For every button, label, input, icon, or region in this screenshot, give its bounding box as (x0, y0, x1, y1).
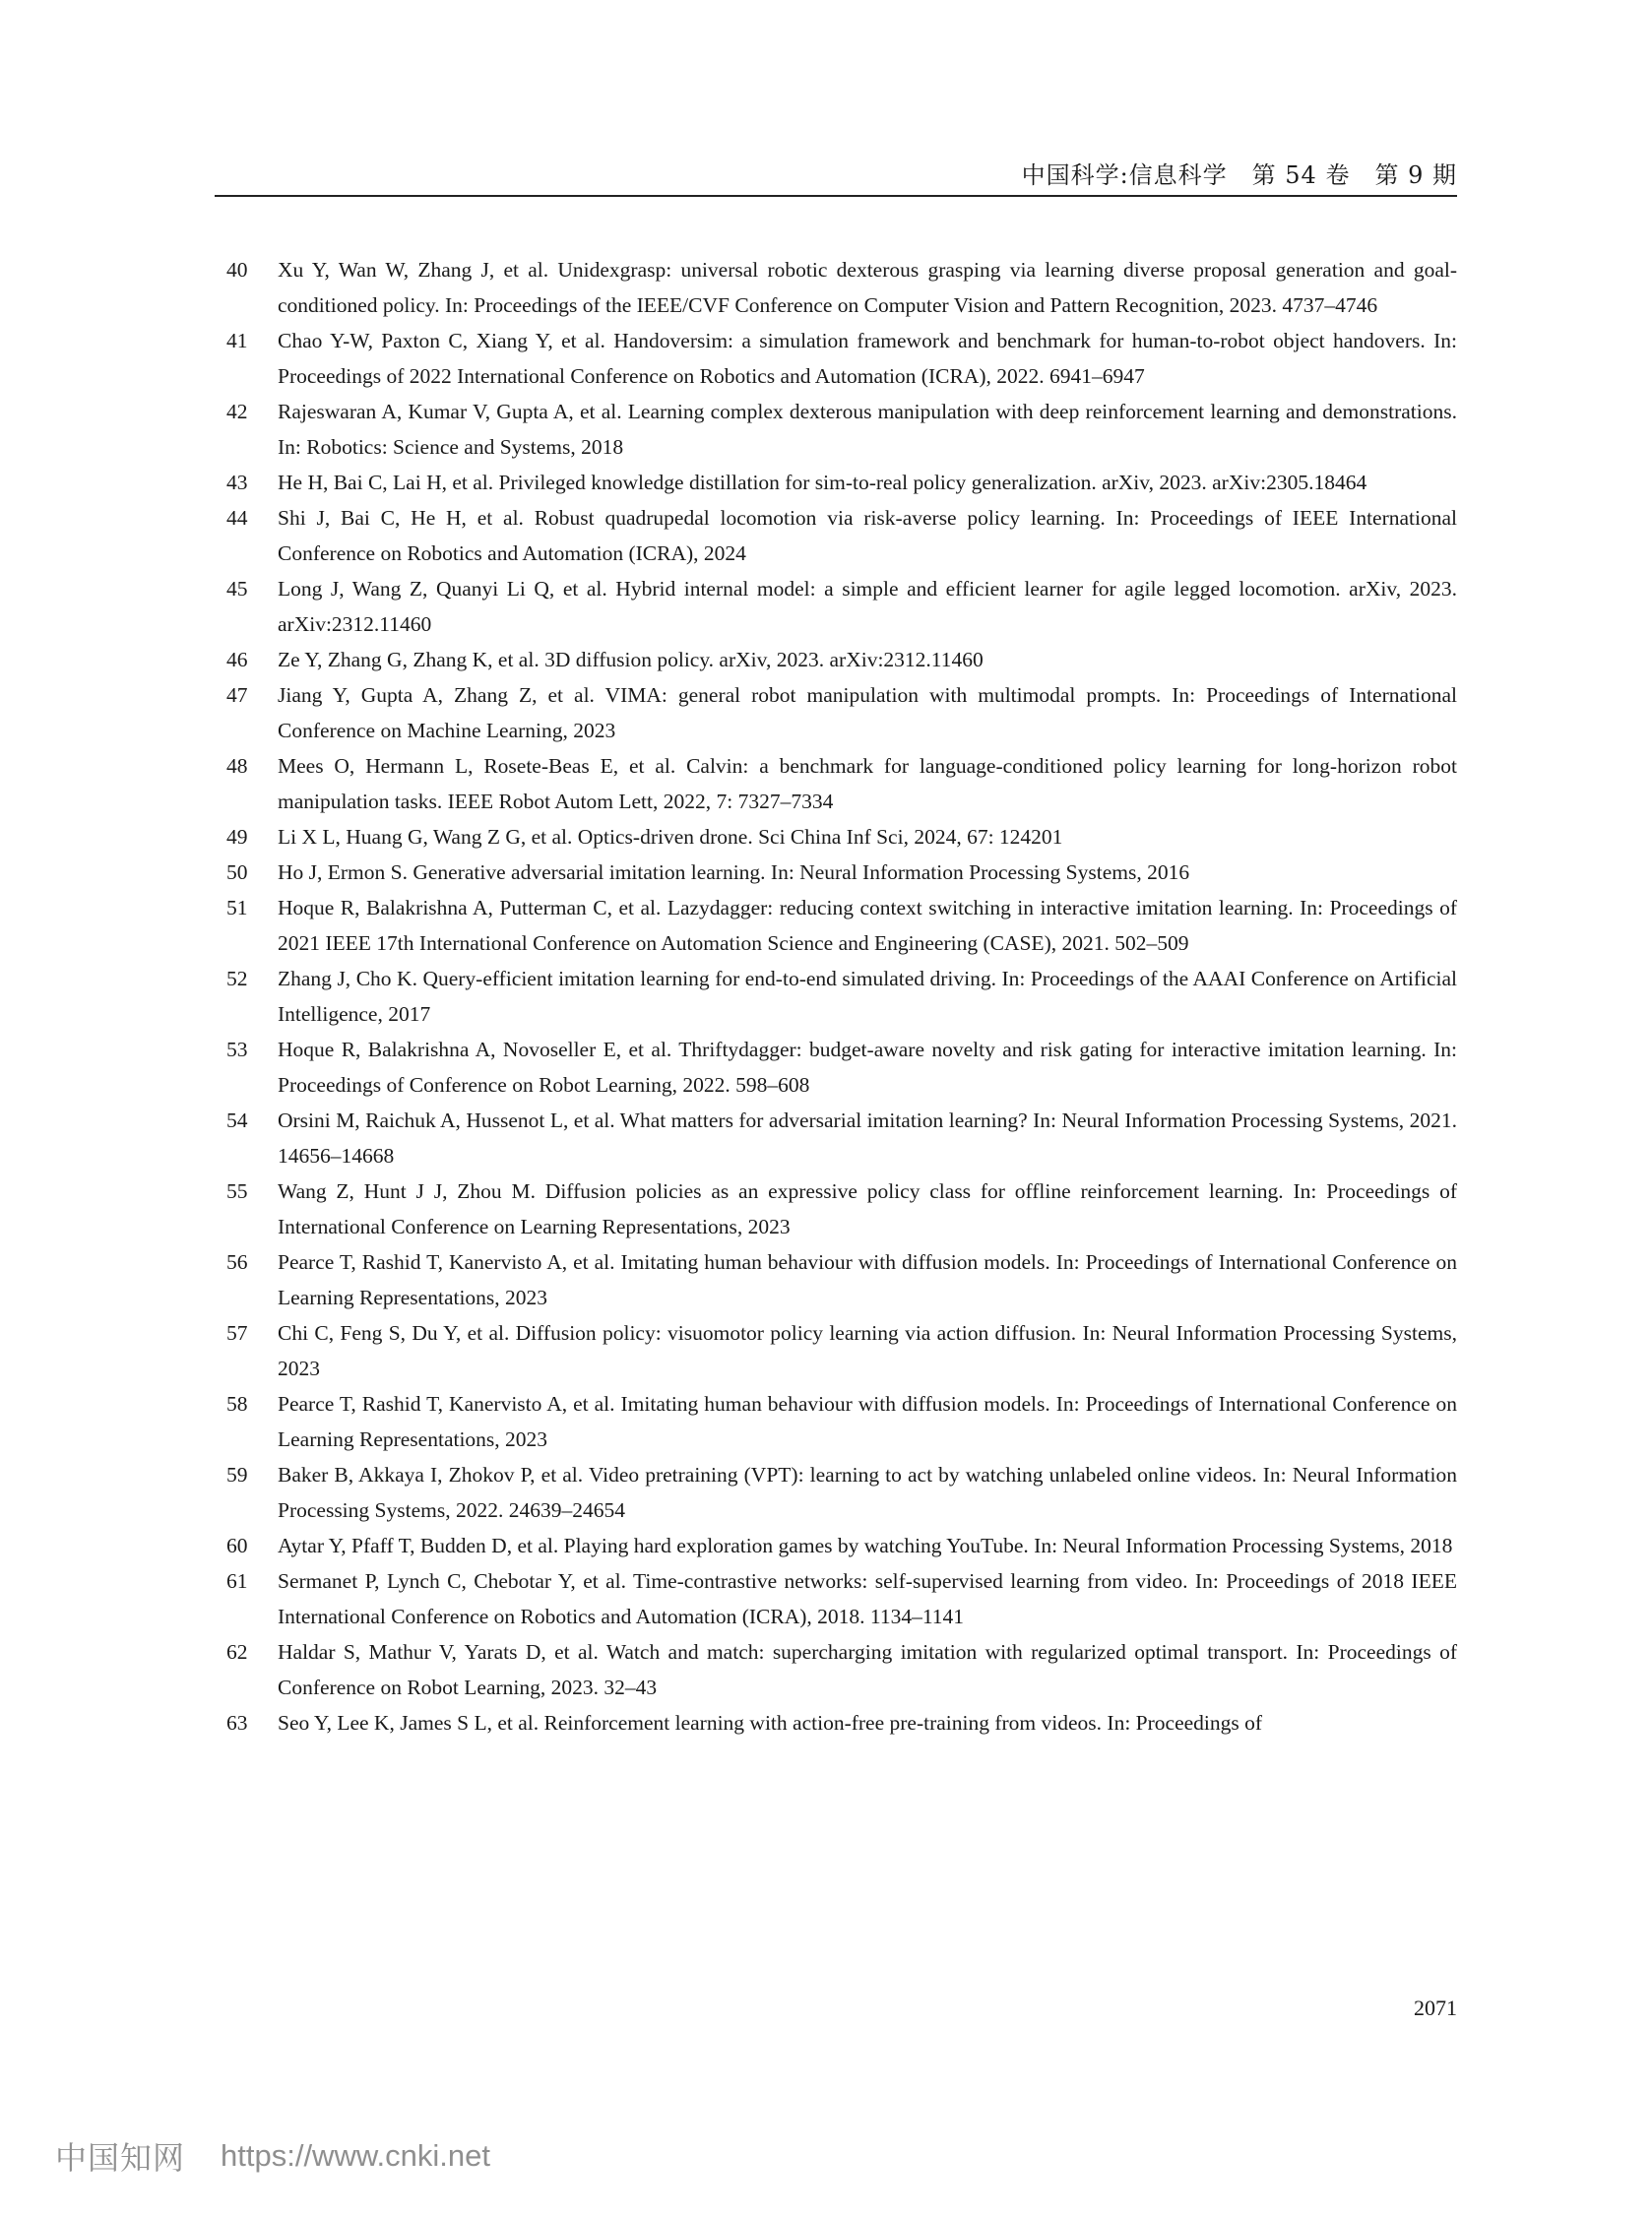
reference-item (226, 748, 1457, 819)
reference-text: Pearce T, Rashid T, Kanervisto A, et al. Imitating human behaviour with diffusion models. In: Proceedings of International Conference on Learning Representations, 2023 (278, 1392, 1457, 1451)
reference-item (226, 1103, 1457, 1173)
reference-text: Xu Y, Wan W, Zhang J, et al. Unidexgrasp: universal robotic dexterous grasping via learning diverse proposal generation and goal-conditioned policy. In: Proceedings of the IEEE/CVF Conference on Computer Vision and Pattern Recognition, 2023. 4737–4746 (278, 258, 1457, 317)
cnki-logo: 中国知网 (55, 2139, 186, 2177)
reference-number: 44 (226, 506, 248, 530)
reference-number: 43 (226, 471, 248, 494)
reference-item (226, 1705, 1457, 1741)
reference-text: Chi C, Feng S, Du Y, et al. Diffusion policy: visuomotor policy learning via action diffusion. In: Neural Information Processing Systems, 2023 (278, 1321, 1457, 1380)
reference-text: Baker B, Akkaya I, Zhokov P, et al. Video pretraining (VPT): learning to act by watching unlabeled online videos. In: Neural Information Processing Systems, 2022. 24639–24654 (278, 1463, 1457, 1522)
reference-item (226, 252, 1457, 323)
reference-text: Seo Y, Lee K, James S L, et al. Reinforcement learning with action-free pre-training from videos. In: Proceedings of (278, 1711, 1263, 1735)
reference-text: Jiang Y, Gupta A, Zhang Z, et al. VIMA: general robot manipulation with multimodal prompts. In: Proceedings of International Conference on Machine Learning, 2023 (278, 683, 1457, 742)
reference-text: Shi J, Bai C, He H, et al. Robust quadrupedal locomotion via risk-averse policy learning. In: Proceedings of IEEE International Conference on Robotics and Automation (ICRA), 2024 (278, 506, 1457, 565)
reference-number: 46 (226, 648, 248, 671)
reference-item (226, 323, 1457, 394)
reference-number: 42 (226, 400, 248, 423)
reference-text: Pearce T, Rashid T, Kanervisto A, et al. Imitating human behaviour with diffusion models. In: Proceedings of International Conference on Learning Representations, 2023 (278, 1250, 1457, 1309)
reference-number: 52 (226, 967, 248, 990)
reference-item (226, 961, 1457, 1032)
reference-number: 56 (226, 1250, 248, 1274)
reference-number: 49 (226, 825, 248, 849)
reference-text: Rajeswaran A, Kumar V, Gupta A, et al. Learning complex dexterous manipulation with deep reinforcement learning and demonstrations. In: Robotics: Science and Systems, 2018 (278, 400, 1457, 459)
reference-number: 62 (226, 1640, 248, 1664)
running-header (215, 150, 1457, 197)
reference-item (226, 1244, 1457, 1315)
watermark-footer (55, 2136, 490, 2176)
reference-number: 63 (226, 1711, 248, 1735)
reference-item (226, 819, 1457, 855)
journal-header: 中国科学:信息科学 第 54 卷 第 9 期 (1021, 161, 1457, 189)
reference-item (226, 1315, 1457, 1386)
reference-text: Haldar S, Mathur V, Yarats D, et al. Watch and match: supercharging imitation with regularized optimal transport. In: Proceedings of Conference on Robot Learning, 2023. 32–43 (278, 1640, 1457, 1699)
reference-text: He H, Bai C, Lai H, et al. Privileged knowledge distillation for sim-to-real policy generalization. arXiv, 2023. arXiv:2305.18464 (278, 471, 1367, 494)
reference-text: Sermanet P, Lynch C, Chebotar Y, et al. Time-contrastive networks: self-supervised learning from video. In: Proceedings of 2018 IEEE International Conference on Robotics and Automation (ICRA), 2018. 1134–1141 (278, 1569, 1457, 1628)
reference-item (226, 1634, 1457, 1705)
reference-item (226, 890, 1457, 961)
reference-list (226, 252, 1457, 1741)
reference-number: 60 (226, 1534, 248, 1557)
reference-number: 54 (226, 1108, 248, 1132)
reference-item (226, 394, 1457, 465)
reference-item (226, 1563, 1457, 1634)
reference-item (226, 1457, 1457, 1528)
reference-number: 55 (226, 1179, 248, 1203)
reference-text: Hoque R, Balakrishna A, Putterman C, et al. Lazydagger: reducing context switching in interactive imitation learning. In: Proceedings of 2021 IEEE 17th International Conference on Automation Science and Engineering (CASE), 2021. 502–509 (278, 896, 1457, 955)
reference-text: Wang Z, Hunt J J, Zhou M. Diffusion policies as an expressive policy class for offline reinforcement learning. In: Proceedings of International Conference on Learning Representations, 2023 (278, 1179, 1457, 1238)
reference-text: Long J, Wang Z, Quanyi Li Q, et al. Hybrid internal model: a simple and efficient learner for agile legged locomotion. arXiv, 2023. arXiv:2312.11460 (278, 577, 1457, 636)
reference-item (226, 642, 1457, 677)
reference-item (226, 465, 1457, 500)
reference-number: 61 (226, 1569, 248, 1593)
reference-item (226, 677, 1457, 748)
reference-text: Mees O, Hermann L, Rosete-Beas E, et al. Calvin: a benchmark for language-conditioned policy learning for long-horizon robot manipulation tasks. IEEE Robot Autom Lett, 2022, 7: 7327–7334 (278, 754, 1457, 813)
page-number: 2071 (1414, 1995, 1457, 2020)
reference-text: Chao Y-W, Paxton C, Xiang Y, et al. Handoversim: a simulation framework and benchmark for human-to-robot object handovers. In: Proceedings of 2022 International Conference on Robotics and Automation (ICRA), 2022. 6941–6947 (278, 329, 1457, 388)
reference-number: 51 (226, 896, 248, 919)
reference-text: Aytar Y, Pfaff T, Budden D, et al. Playing hard exploration games by watching YouTube. In: Neural Information Processing Systems, 2018 (278, 1534, 1453, 1557)
cnki-url-link[interactable]: https://www.cnki.net (221, 2138, 490, 2173)
reference-number: 45 (226, 577, 248, 601)
reference-item (226, 855, 1457, 890)
reference-text: Hoque R, Balakrishna A, Novoseller E, et al. Thriftydagger: budget-aware novelty and risk gating for interactive imitation learning. In: Proceedings of Conference on Robot Learning, 2022. 598–608 (278, 1038, 1457, 1097)
reference-text: Orsini M, Raichuk A, Hussenot L, et al. What matters for adversarial imitation learning? In: Neural Information Processing Systems, 2021. 14656–14668 (278, 1108, 1457, 1168)
reference-number: 53 (226, 1038, 248, 1061)
reference-item (226, 1032, 1457, 1103)
reference-number: 50 (226, 860, 248, 884)
reference-text: Li X L, Huang G, Wang Z G, et al. Optics-driven drone. Sci China Inf Sci, 2024, 67: 124201 (278, 825, 1063, 849)
reference-number: 59 (226, 1463, 248, 1487)
reference-number: 47 (226, 683, 248, 707)
reference-text: Ze Y, Zhang G, Zhang K, et al. 3D diffusion policy. arXiv, 2023. arXiv:2312.11460 (278, 648, 984, 671)
reference-item (226, 500, 1457, 571)
reference-number: 40 (226, 258, 248, 282)
reference-item (226, 1528, 1457, 1563)
reference-number: 48 (226, 754, 248, 778)
reference-item (226, 571, 1457, 642)
reference-number: 58 (226, 1392, 248, 1416)
reference-text: Zhang J, Cho K. Query-efficient imitation learning for end-to-end simulated driving. In: Proceedings of the AAAI Conference on Artificial Intelligence, 2017 (278, 967, 1457, 1026)
reference-number: 57 (226, 1321, 248, 1345)
reference-item (226, 1386, 1457, 1457)
reference-item (226, 1173, 1457, 1244)
reference-number: 41 (226, 329, 248, 352)
reference-text: Ho J, Ermon S. Generative adversarial imitation learning. In: Neural Information Processing Systems, 2016 (278, 860, 1190, 884)
